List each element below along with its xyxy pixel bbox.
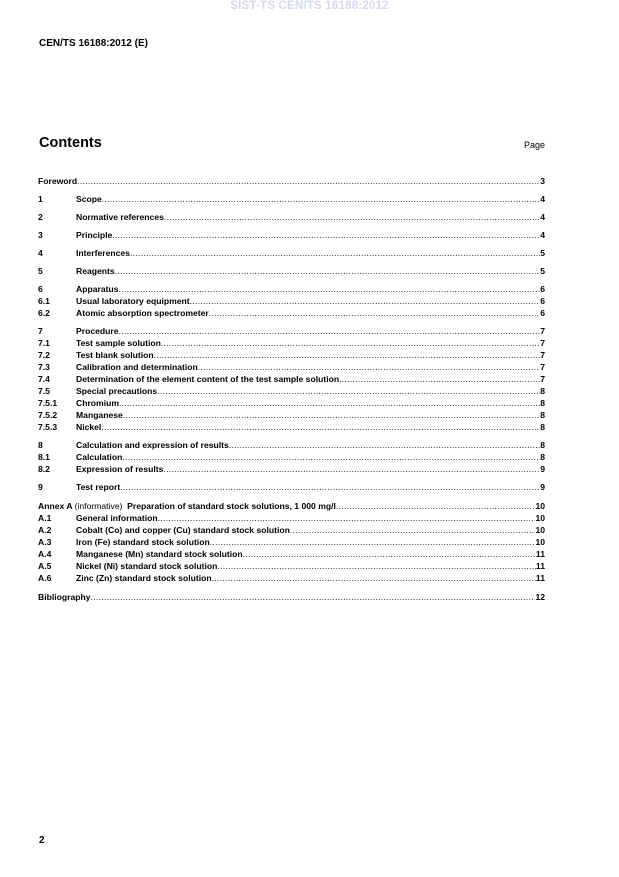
toc-entry-number: 1 [38,194,43,204]
toc-dot-leader [122,451,540,463]
toc-entry-page: 4 [540,230,545,240]
toc-entry[interactable] [38,500,545,512]
toc-entry[interactable] [38,385,545,397]
toc-dot-leader [102,193,540,205]
toc-dot-leader [130,247,540,259]
toc-dot-leader [120,481,540,493]
toc-dot-leader [198,361,540,373]
toc-dot-leader [119,283,541,295]
toc-entry-title: Normative references [76,212,164,222]
toc-entry-number: 3 [38,230,43,240]
toc-entry-page: 7 [540,362,545,372]
toc-entry-page: 7 [540,326,545,336]
toc-entry-title: Annex A (informative) Preparation of standard stock solutions, 1 000 mg/l [38,501,336,511]
page-column-label: Page [523,140,545,150]
toc-entry-title: Apparatus [76,284,119,294]
toc-entry-page: 8 [540,440,545,450]
toc-entry-title: Test sample solution [76,338,161,348]
toc-entry[interactable] [38,229,545,241]
toc-entry-number: 8.2 [38,464,50,474]
toc-entry-page: 8 [540,452,545,462]
toc-entry[interactable] [38,325,545,337]
toc-entry-page: 11 [535,573,545,583]
toc-entry-number: 8 [38,440,43,450]
toc-entry[interactable] [38,591,545,603]
toc-entry[interactable] [38,421,545,433]
toc-entry[interactable] [38,265,545,277]
toc-entry-page: 10 [535,537,545,547]
toc-dot-leader [154,349,541,361]
toc-entry-page: 9 [540,464,545,474]
toc-entry-number: A.2 [38,525,52,535]
toc-entry-title: Determination of the element content of the test sample solution [76,374,340,384]
toc-entry[interactable] [38,307,545,319]
toc-dot-leader [212,572,536,584]
toc-entry-page: 6 [540,296,545,306]
toc-entry[interactable] [38,512,545,524]
toc-entry-number: A.1 [38,513,52,523]
toc-entry-page: 4 [540,212,545,222]
toc-entry-number: 7.5.3 [38,422,58,432]
toc-entry-number: 7.2 [38,350,50,360]
toc-dot-leader [119,325,541,337]
toc-entry[interactable] [38,463,545,475]
toc-entry-title: Test report [76,482,121,492]
table-of-contents [38,175,545,603]
toc-entry-page: 12 [535,592,545,602]
toc-entry[interactable] [38,524,545,536]
toc-entry-title: Interferences [76,248,130,258]
toc-entry-title: Special precautions [76,386,158,396]
toc-entry[interactable] [38,409,545,421]
toc-entry-title: General information [76,513,158,523]
toc-dot-leader [77,175,540,187]
toc-entry-page: 8 [540,422,545,432]
toc-entry-title: Reagents [76,266,115,276]
toc-entry-number: 6.2 [38,308,50,318]
toc-dot-leader [91,591,536,603]
toc-entry-title: Zinc (Zn) standard stock solution [76,573,212,583]
toc-entry-title: Manganese (Mn) standard stock solution [76,549,243,559]
toc-entry-number: 4 [38,248,43,258]
toc-entry-number: 5 [38,266,43,276]
page-number: 2 [39,835,45,846]
toc-entry-number: 7 [38,326,43,336]
toc-dot-leader [217,560,536,572]
toc-entry-page: 10 [535,513,545,523]
toc-entry-page: 5 [540,266,545,276]
toc-entry-title: Cobalt (Co) and copper (Cu) standard stock solution [76,525,290,535]
toc-entry-title: Nickel [76,422,102,432]
toc-dot-leader [163,463,540,475]
toc-entry[interactable] [38,247,545,259]
toc-entry-page: 3 [540,176,545,186]
toc-entry[interactable] [38,439,545,451]
toc-entry-number: A.5 [38,561,52,571]
toc-entry-page: 7 [540,350,545,360]
toc-entry-title: Manganese [76,410,123,420]
toc-dot-leader [243,548,536,560]
toc-entry-number: 7.5.1 [38,398,58,408]
toc-entry-page: 4 [540,194,545,204]
toc-entry-number: 7.4 [38,374,50,384]
toc-dot-leader [101,421,540,433]
toc-entry-title: Foreword [38,176,78,186]
document-id: CEN/TS 16188:2012 (E) [39,38,148,49]
toc-entry-page: 8 [540,386,545,396]
toc-dot-leader [158,512,536,524]
toc-entry-title: Calculation and expression of results [76,440,229,450]
toc-entry[interactable] [38,175,545,187]
toc-entry-number: 9 [38,482,43,492]
toc-entry-page: 7 [540,338,545,348]
toc-entry-number: A.4 [38,549,52,559]
toc-entry-number: 7.3 [38,362,50,372]
toc-entry-number: A.3 [38,537,52,547]
toc-entry[interactable] [38,548,545,560]
toc-entry-page: 5 [540,248,545,258]
toc-entry-page: 10 [535,525,545,535]
toc-entry-title: Test blank solution [76,350,154,360]
toc-entry-title: Principle [76,230,113,240]
toc-dot-leader [112,229,540,241]
toc-entry-title: Expression of results [76,464,164,474]
toc-dot-leader [123,409,540,421]
toc-dot-leader [115,265,541,277]
toc-entry-title: Procedure [76,326,119,336]
toc-entry[interactable] [38,572,545,584]
toc-entry-page: 8 [540,410,545,420]
toc-entry-number: 7.1 [38,338,50,348]
toc-entry[interactable] [38,373,545,385]
toc-dot-leader [229,439,540,451]
toc-entry-title: Nickel (Ni) standard stock solution [76,561,218,571]
toc-dot-leader [209,307,540,319]
toc-dot-leader [336,500,536,512]
toc-dot-leader [190,295,541,307]
toc-entry-number: 6 [38,284,43,294]
toc-entry[interactable] [38,337,545,349]
toc-entry-title: Chromium [76,398,119,408]
toc-dot-leader [161,337,540,349]
toc-entry[interactable] [38,349,545,361]
toc-entry-annex-title: Preparation of standard stock solutions, 1 000 mg/l [127,501,336,511]
toc-entry-number: 7.5.2 [38,410,58,420]
toc-entry[interactable] [38,193,545,205]
toc-entry[interactable] [38,560,545,572]
toc-entry-title: Usual laboratory equipment [76,296,190,306]
toc-entry-page: 11 [535,561,545,571]
toc-entry[interactable] [38,361,545,373]
toc-entry-page: 7 [540,374,545,384]
toc-entry[interactable] [38,451,545,463]
toc-dot-leader [164,211,540,223]
toc-entry-page: 10 [535,501,545,511]
toc-entry-title: Bibliography [38,592,91,602]
toc-dot-leader [210,536,536,548]
toc-entry-title: Iron (Fe) standard stock solution [76,537,210,547]
watermark-text: SIST-TS CEN/TS 16188:2012 [230,0,389,12]
toc-entry[interactable] [38,295,545,307]
toc-entry[interactable] [38,283,545,295]
toc-entry-number: 6.1 [38,296,50,306]
toc-entry[interactable] [38,397,545,409]
contents-heading: Contents [39,135,102,151]
toc-entry-number: 8.1 [38,452,50,462]
toc-entry-annex-qualifier: (informative) [74,501,123,511]
toc-entry[interactable] [38,481,545,493]
toc-dot-leader [119,397,540,409]
toc-entry-number: A.6 [38,573,52,583]
toc-entry[interactable] [38,211,545,223]
toc-entry-page: 9 [540,482,545,492]
toc-entry-number: 2 [38,212,43,222]
toc-entry-page: 8 [540,398,545,408]
toc-entry-title: Atomic absorption spectrometer [76,308,209,318]
toc-entry-title: Scope [76,194,102,204]
toc-entry[interactable] [38,536,545,548]
toc-entry-number: 7.5 [38,386,50,396]
toc-dot-leader [339,373,540,385]
toc-entry-page: 11 [535,549,545,559]
toc-entry-page: 6 [540,308,545,318]
toc-dot-leader [290,524,536,536]
toc-dot-leader [157,385,540,397]
toc-entry-title: Calculation [76,452,123,462]
toc-entry-page: 6 [540,284,545,294]
toc-entry-title: Calibration and determination [76,362,198,372]
